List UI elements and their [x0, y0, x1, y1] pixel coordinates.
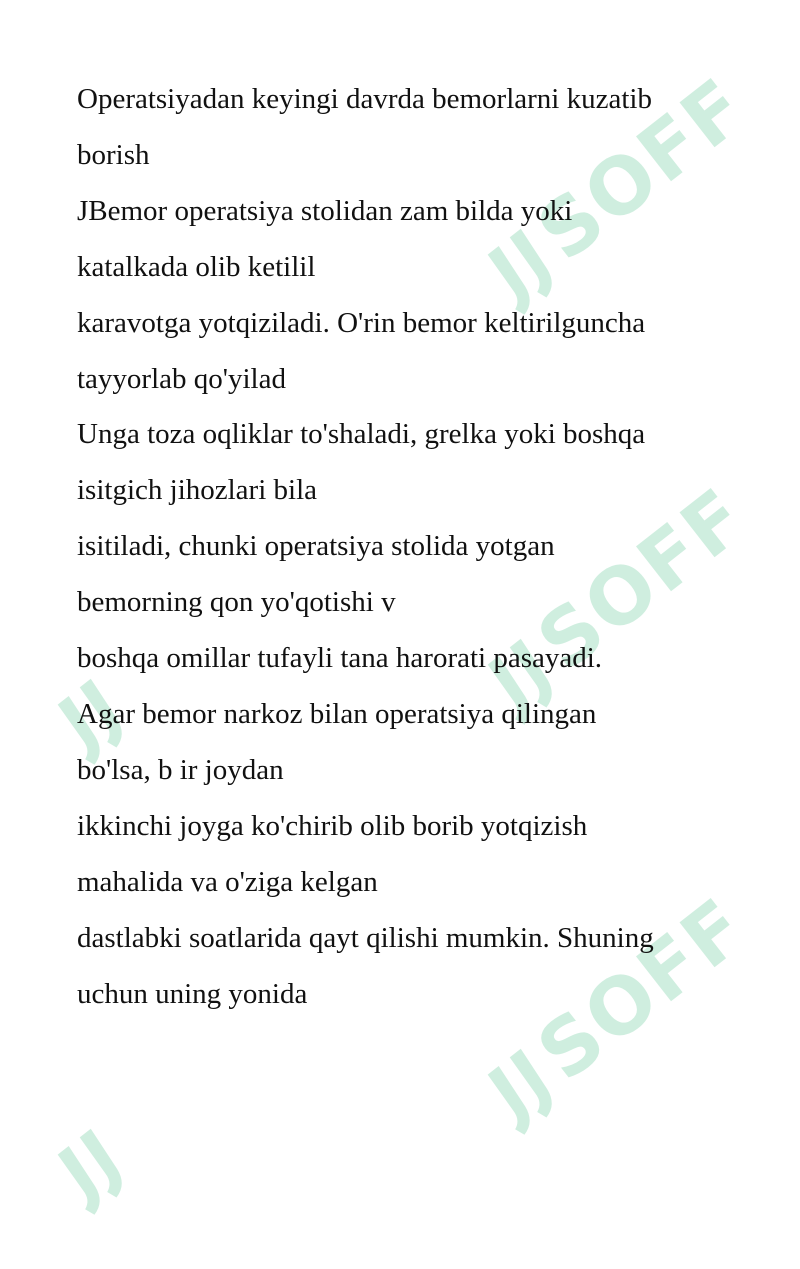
watermark-text: SOFF — [521, 471, 765, 689]
text-line: boshqa omillar tufayli tana harorati pasayadi. — [77, 642, 603, 675]
text-line: ikkinchi joyga ko'chirib olib borib yotqizish — [77, 809, 588, 842]
text-line: isitiladi, chunki operatsiya stolida yotgan — [77, 530, 555, 563]
watermark-text: SOFF — [521, 881, 765, 1099]
soff-logo-icon — [474, 1041, 575, 1145]
text-line: dastlabki soatlarida qayt qilishi mumkin. Shuning — [77, 921, 654, 954]
text-line: JBemor operatsiya stolidan zam bilda yoki — [77, 194, 573, 227]
soff-logo-icon — [44, 1121, 145, 1225]
text-line: borish — [77, 138, 150, 171]
text-line: Unga toza oqliklar to'shaladi, grelka yoki boshqa — [77, 418, 646, 451]
document-body — [77, 72, 737, 1022]
watermark-text: SOFF — [521, 61, 765, 279]
text-line: uchun uning yonida — [77, 977, 308, 1010]
text-line: tayyorlab qo'yilad — [77, 362, 286, 395]
text-line: bemorning qon yo'qotishi v — [77, 586, 396, 619]
text-line: isitgich jihozlari bila — [77, 474, 318, 507]
text-line: Agar bemor narkoz bilan operatsiya qilingan — [77, 697, 597, 730]
text-line: mahalida va o'ziga kelgan — [77, 865, 378, 898]
text-line: karavotga yotqiziladi. O'rin bemor keltirilguncha — [77, 306, 646, 339]
text-line: bo'lsa, b ir joydan — [77, 753, 284, 786]
text-line: Operatsiyadan keyingi davrda bemorlarni kuzatib — [77, 83, 652, 115]
text-line: katalkada olib ketilil — [77, 250, 316, 283]
